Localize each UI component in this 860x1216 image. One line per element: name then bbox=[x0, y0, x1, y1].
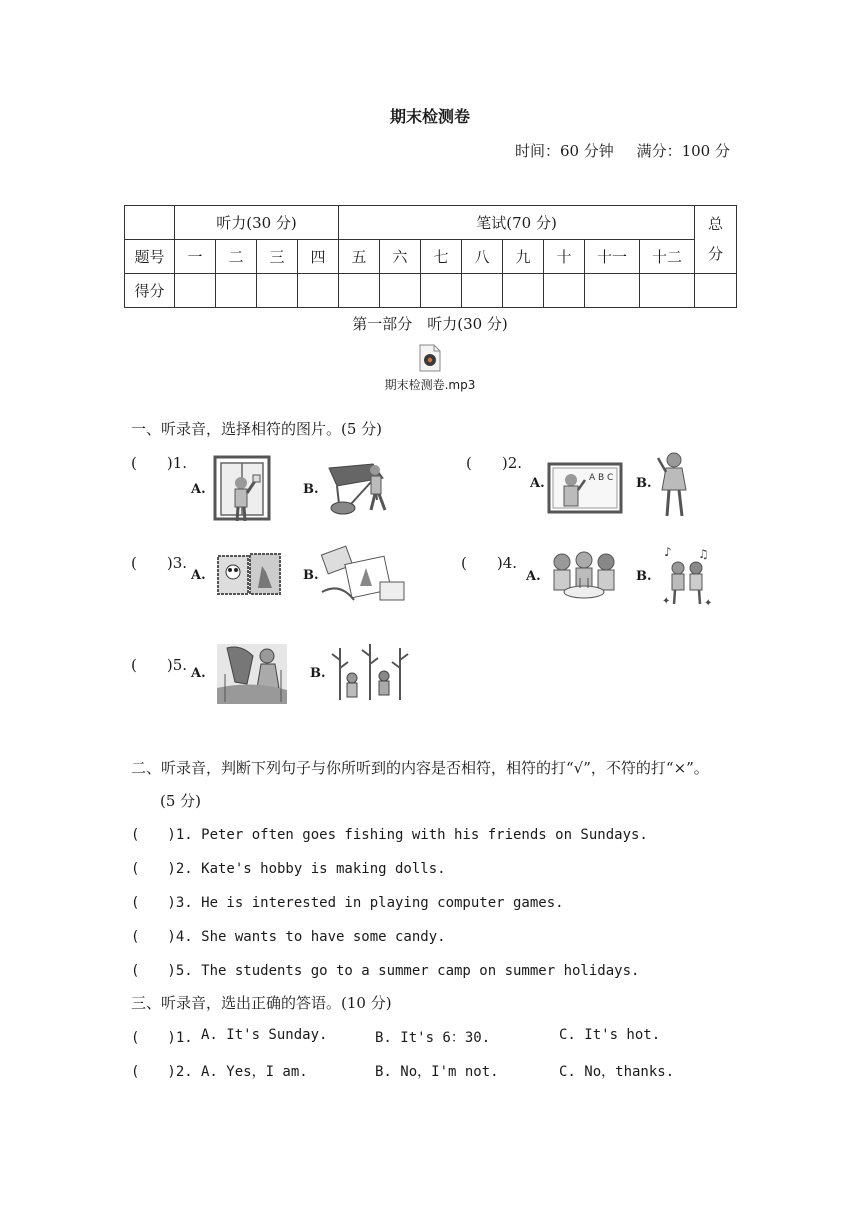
answer-blank[interactable]: ( )1. bbox=[131, 1030, 193, 1046]
option-b-label: B. bbox=[636, 476, 652, 491]
statement-1: ( )1. Peter often goes fishing with his friends on Sundays. bbox=[131, 827, 648, 843]
statement-2: ( )2. Kate's hobby is making dolls. bbox=[131, 861, 446, 877]
question-number: 六 bbox=[380, 240, 421, 273]
row-label-score: 得分 bbox=[125, 273, 175, 307]
answer-blank-5[interactable]: ( )5. bbox=[131, 656, 188, 674]
section1-heading: 一、听录音，选择相符的图片。(5 分) bbox=[131, 420, 383, 438]
section3-heading: 三、听录音，选出正确的答语。(10 分) bbox=[131, 994, 392, 1012]
question-number: 八 bbox=[462, 240, 503, 273]
svg-text:✦: ✦ bbox=[662, 596, 671, 607]
score-cell[interactable] bbox=[585, 273, 640, 307]
score-cell[interactable] bbox=[544, 273, 585, 307]
option-a-label: A. bbox=[530, 476, 545, 491]
section2-heading: 二、听录音，判断下列句子与你所听到的内容是否相符，相符的打“√”，不符的打“×”。 bbox=[131, 759, 709, 777]
card-writing-picture[interactable] bbox=[320, 542, 408, 608]
woman-waving-picture[interactable] bbox=[654, 450, 694, 520]
score-cell[interactable] bbox=[216, 273, 257, 307]
option-b-label: B. bbox=[303, 482, 319, 497]
audio-file-icon bbox=[419, 344, 441, 372]
option-b-label: B. bbox=[310, 666, 326, 681]
question-number: 二 bbox=[216, 240, 257, 273]
statement-3: ( )3. He is interested in playing computer games. bbox=[131, 895, 564, 911]
option-a-label: A. bbox=[191, 482, 206, 497]
svg-text:♫: ♫ bbox=[698, 547, 709, 561]
option-a-label: A. bbox=[191, 568, 206, 583]
score-cell[interactable] bbox=[257, 273, 298, 307]
svg-text:✦: ✦ bbox=[704, 598, 713, 609]
statement-5: ( )5. The students go to a summer camp on summer holidays. bbox=[131, 963, 640, 979]
question-number: 三 bbox=[257, 240, 298, 273]
stamps-picture[interactable] bbox=[216, 552, 282, 598]
option-a-label: A. bbox=[526, 569, 541, 584]
planting-picture[interactable] bbox=[217, 644, 287, 704]
time-limit: 时间：60 分钟 bbox=[514, 142, 614, 160]
question-number: 五 bbox=[339, 240, 380, 273]
score-cell[interactable] bbox=[462, 273, 503, 307]
score-cell[interactable] bbox=[695, 273, 737, 307]
option-b-label: B. bbox=[303, 568, 319, 583]
answer-blank-1[interactable]: ( )1. bbox=[131, 454, 188, 472]
exam-meta bbox=[497, 140, 730, 161]
section2-points: (5 分) bbox=[160, 792, 202, 810]
writing-header: 笔试(70 分) bbox=[339, 206, 695, 240]
full-score: 满分：100 分 bbox=[636, 142, 730, 160]
part-title: 第一部分 听力(30 分) bbox=[352, 315, 508, 333]
choice-b[interactable]: B. No，I'm not. bbox=[375, 1064, 499, 1080]
question-number: 四 bbox=[298, 240, 339, 273]
choice-a[interactable]: A. It's Sunday. bbox=[201, 1027, 328, 1043]
listening-header: 听力(30 分) bbox=[175, 206, 339, 240]
question-number: 一 bbox=[175, 240, 216, 273]
score-cell[interactable] bbox=[175, 273, 216, 307]
total-header: 总 分 bbox=[695, 206, 737, 274]
statement-4: ( )4. She wants to have some candy. bbox=[131, 929, 446, 945]
birthday-party-picture[interactable] bbox=[546, 548, 622, 604]
answer-blank-4[interactable]: ( )4. bbox=[461, 554, 518, 572]
question-number: 十 bbox=[544, 240, 585, 273]
teacher-blackboard-picture[interactable] bbox=[547, 462, 623, 514]
score-cell[interactable] bbox=[339, 273, 380, 307]
score-cell[interactable] bbox=[421, 273, 462, 307]
score-table bbox=[124, 205, 737, 308]
question-number: 十二 bbox=[640, 240, 695, 273]
question-number: 七 bbox=[421, 240, 462, 273]
answer-blank-3[interactable]: ( )3. bbox=[131, 554, 188, 572]
audio-attachment[interactable] bbox=[380, 344, 480, 393]
svg-text:♪: ♪ bbox=[664, 545, 672, 559]
row-label-number: 题号 bbox=[125, 240, 175, 273]
score-cell[interactable] bbox=[640, 273, 695, 307]
choice-a[interactable]: A. Yes，I am. bbox=[201, 1064, 308, 1080]
audio-filename: 期末检测卷.mp3 bbox=[384, 378, 476, 392]
page-title: 期末检测卷 bbox=[389, 107, 470, 126]
score-cell[interactable] bbox=[298, 273, 339, 307]
question-number: 十一 bbox=[585, 240, 640, 273]
choice-c[interactable]: C. No，thanks. bbox=[559, 1064, 675, 1080]
singing-kids-picture[interactable] bbox=[660, 544, 714, 610]
option-b-label: B. bbox=[636, 569, 652, 584]
vacuuming-picture[interactable] bbox=[325, 460, 395, 518]
corn-field-picture[interactable] bbox=[330, 640, 410, 704]
board-text: A B C bbox=[589, 473, 614, 483]
answer-blank-2[interactable]: ( )2. bbox=[466, 454, 523, 472]
answer-blank[interactable]: ( )2. bbox=[131, 1064, 193, 1080]
table-corner bbox=[125, 206, 175, 240]
choice-c[interactable]: C. It's hot. bbox=[559, 1027, 661, 1043]
option-a-label: A. bbox=[191, 666, 206, 681]
window-cleaning-picture[interactable] bbox=[213, 455, 271, 523]
question-number: 九 bbox=[503, 240, 544, 273]
choice-b[interactable]: B. It's 6：30. bbox=[375, 1030, 491, 1046]
score-cell[interactable] bbox=[503, 273, 544, 307]
score-cell[interactable] bbox=[380, 273, 421, 307]
